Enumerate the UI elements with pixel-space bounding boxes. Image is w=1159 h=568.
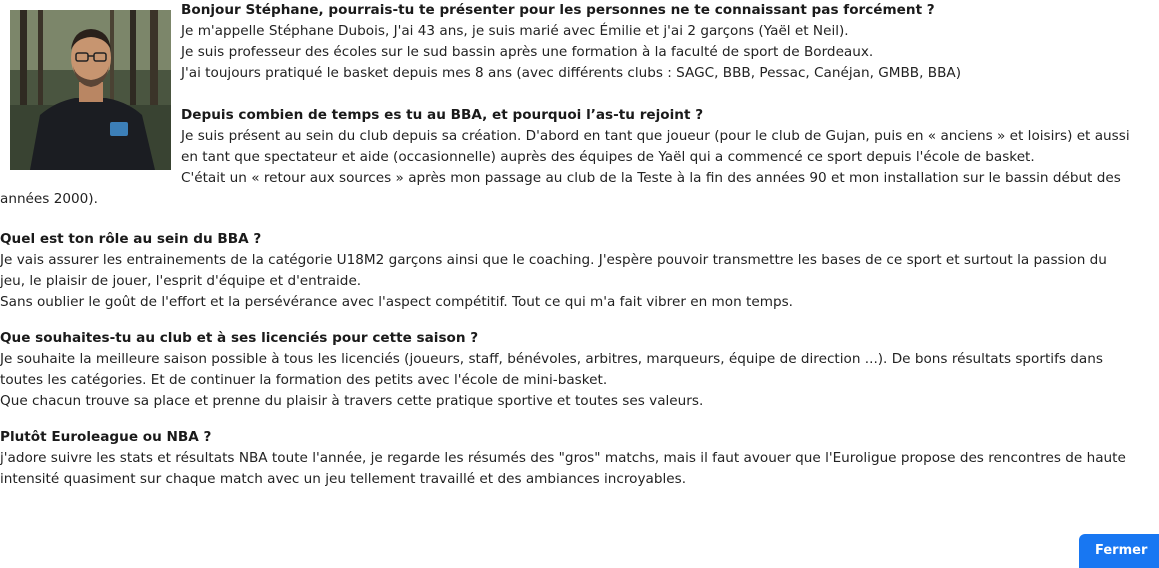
answer-line: Je m'appelle Stéphane Dubois, J'ai 43 ans, je suis marié avec Émilie et j'ai 2 garçons (Yaël et Neil). — [181, 23, 849, 39]
question-since-when: Depuis combien de temps es tu au BBA, et pourquoi l’as-tu rejoint ? — [181, 107, 704, 123]
qa-block-role — [0, 229, 1133, 313]
question-role: Quel est ton rôle au sein du BBA ? — [0, 231, 262, 247]
close-button[interactable]: Fermer — [1079, 534, 1159, 568]
question-euroleague-nba: Plutôt Euroleague ou NBA ? — [0, 429, 212, 445]
question-wishes: Que souhaites-tu au club et à ses licenciés pour cette saison ? — [0, 330, 479, 346]
qa-block-euroleague-nba — [0, 427, 1133, 490]
answer-line: Je vais assurer les entrainements de la catégorie U18M2 garçons ainsi que le coaching. J'espère pouvoir transmettre les bases de ce sport et surtout la passion du jeu, le plaisir de jouer, l'esprit d'équipe et d'entraide. — [0, 252, 1107, 289]
answer-line: Sans oublier le goût de l'effort et la persévérance avec l'aspect compétitif. Tout ce qui m'a fait vibrer en mon temps. — [0, 294, 794, 310]
answer-line: Que chacun trouve sa place et prenne du plaisir à travers cette pratique sportive et toutes ses valeurs. — [0, 393, 704, 409]
qa-block-wishes — [0, 328, 1133, 412]
portrait-photo — [10, 10, 171, 170]
answer-line: j'adore suivre les stats et résultats NBA toute l'année, je regarde les résumés des "gros" matchs, mais il faut avouer que l'Euroligue propose des rencontres de haute intensité quasiment sur chaque match avec un jeu tellement travaillé et des ambiances incroyables. — [0, 450, 1126, 487]
question-intro: Bonjour Stéphane, pourrais-tu te présenter pour les personnes ne te connaissant pas forcément ? — [181, 2, 935, 18]
answer-line: J'ai toujours pratiqué le basket depuis mes 8 ans (avec différents clubs : SAGC, BBB, Pessac, Canéjan, GMBB, BBA) — [181, 65, 962, 81]
answer-line: Je souhaite la meilleure saison possible à tous les licenciés (joueurs, staff, bénévoles, arbitres, marqueurs, équipe de direction ...). De bons résultats sportifs dans toutes les catégories. Et de continuer la formation des petits avec l'école de mini-basket. — [0, 351, 1103, 388]
answer-line: Je suis professeur des écoles sur le sud bassin après une formation à la faculté de sport de Bordeaux. — [181, 44, 874, 60]
answer-line: C'était un « retour aux sources » après mon passage au club de la Teste à la fin des années 90 et mon installation sur le bassin début des années 2000). — [0, 170, 1121, 207]
answer-line: Je suis présent au sein du club depuis sa création. D'abord en tant que joueur (pour le club de Gujan, puis en « anciens » et loisirs) et aussi en tant que spectateur et aide (occasionnelle) auprès des équipes de Yaël qui a commencé ce sport depuis l'école de basket. — [181, 128, 1130, 165]
portrait-image — [10, 10, 171, 170]
